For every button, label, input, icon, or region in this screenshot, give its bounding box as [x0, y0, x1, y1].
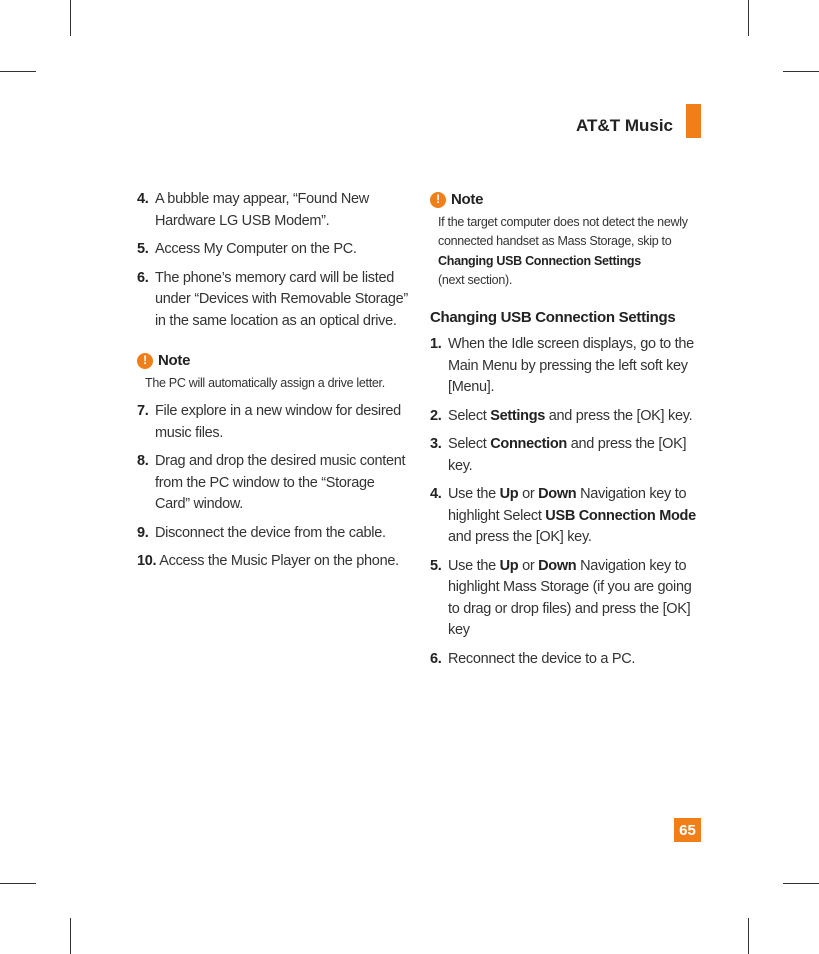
step-text: Select Settings and press the [OK] key.: [448, 407, 693, 424]
step-item: [430, 484, 705, 549]
item-text: Access the Music Player on the phone.: [159, 553, 399, 569]
step-number: 3.: [430, 436, 442, 452]
crop-mark: [783, 883, 819, 884]
step-number: 2.: [430, 407, 442, 424]
note-body-text: If the target computer does not detect the newly connected handset as Mass Storage, skip to: [438, 214, 688, 248]
note-tail: (next section).: [438, 273, 513, 287]
item-text: Drag and drop the desired music content from the PC window to the “Storage Card” window.: [155, 453, 406, 512]
crop-mark: [0, 883, 36, 884]
note-heading: [137, 350, 412, 372]
step-item: [430, 406, 705, 428]
list-item: [137, 551, 412, 573]
left-column: [137, 189, 412, 580]
note-body: [438, 213, 705, 291]
step-number: 6.: [430, 650, 442, 667]
note-box: [430, 189, 705, 291]
step-text: Use the Up or Down Navigation key to highlight Select USB Connection Mode and press the [OK] key.: [448, 486, 696, 545]
crop-mark: [70, 918, 71, 954]
step-text: Reconnect the device to a PC.: [448, 650, 636, 667]
item-text: The phone’s memory card will be listed under “Devices with Removable Storage” in the same location as an optical drive.: [155, 269, 408, 329]
exclamation-icon: !: [430, 192, 446, 208]
step-item: [430, 434, 705, 477]
crop-mark: [748, 0, 749, 36]
list-item: [137, 401, 412, 444]
note-title: Note: [158, 352, 191, 369]
step-text: When the Idle screen displays, go to the Main Menu by pressing the left soft key [Menu].: [448, 336, 694, 395]
item-number: 4.: [137, 191, 149, 207]
item-number: 5.: [137, 241, 149, 257]
item-text: A bubble may appear, “Found New Hardware LG USB Modem”.: [155, 191, 369, 229]
crop-mark: [0, 71, 36, 72]
step-item: [430, 334, 705, 399]
note-body: The PC will automatically assign a drive letter.: [145, 375, 385, 390]
section-tab-marker: [686, 104, 701, 138]
list-item: [137, 523, 412, 545]
step-text: Select Connection and press the [OK] key.: [448, 436, 687, 474]
item-number: 7.: [137, 403, 149, 419]
item-number: 10.: [137, 553, 157, 569]
step-number: 1.: [430, 336, 442, 352]
note-reference: Changing USB Connection Settings: [438, 253, 641, 268]
step-item: [430, 649, 705, 671]
item-number: 8.: [137, 453, 149, 469]
step-item: [430, 556, 705, 642]
item-number: 9.: [137, 524, 149, 541]
crop-mark: [783, 71, 819, 72]
note-heading: [430, 189, 705, 211]
list-item: [137, 451, 412, 516]
item-number: 6.: [137, 269, 149, 286]
page-number: 65: [674, 818, 701, 842]
note-title: Note: [451, 191, 484, 208]
item-text: Access My Computer on the PC.: [155, 241, 357, 257]
step-number: 4.: [430, 486, 442, 502]
crop-mark: [70, 0, 71, 36]
note-box: [137, 350, 412, 393]
step-text: Use the Up or Down Navigation key to highlight Mass Storage (if you are going to drag or drop files) and press the [OK] key: [448, 557, 692, 638]
item-text: File explore in a new window for desired music files.: [155, 403, 401, 441]
section-title: Changing USB Connection Settings: [430, 308, 676, 326]
list-item: [137, 239, 412, 261]
list-item: [137, 268, 412, 333]
exclamation-icon: !: [137, 353, 153, 369]
step-number: 5.: [430, 557, 442, 574]
right-column: [430, 189, 705, 677]
crop-mark: [748, 918, 749, 954]
list-item: [137, 189, 412, 232]
item-text: Disconnect the device from the cable.: [155, 524, 386, 541]
page-header-title: AT&T Music: [576, 116, 673, 135]
